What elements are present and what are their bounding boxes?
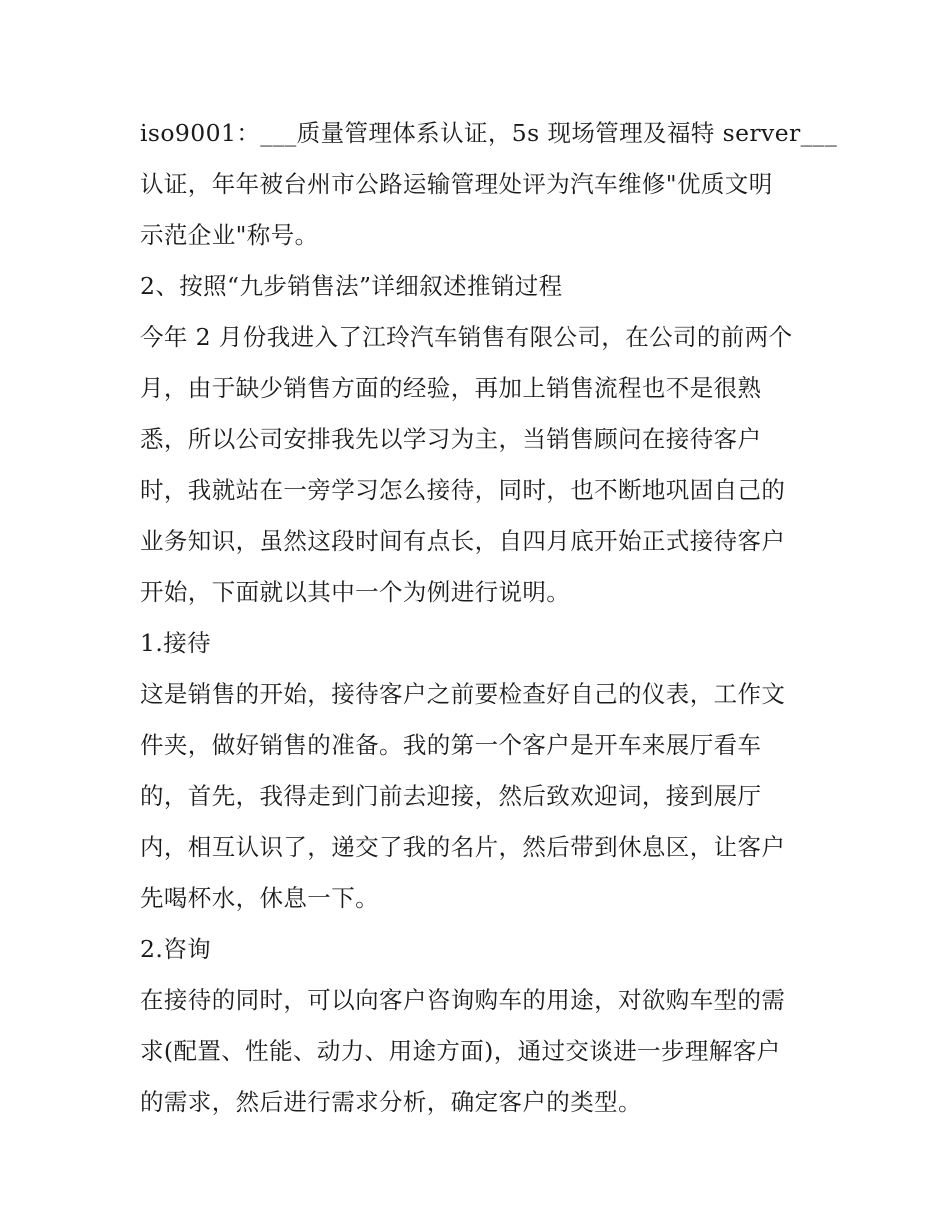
text-line: 求(配置、性能、动力、用途方面)，通过交谈进一步理解客户 xyxy=(140,1037,781,1065)
text-line: 时，我就站在一旁学习怎么接待，同时，也不断地巩固自己的 xyxy=(140,476,786,504)
text-line: iso9001：___质量管理体系认证，5s 现场管理及福特 server___ xyxy=(140,119,838,147)
text-line: 内，相互认识了，递交了我的名片，然后带到休息区，让客户 xyxy=(140,833,786,861)
text-line: 开始，下面就以其中一个为例进行说明。 xyxy=(140,578,571,606)
text-line: 业务知识，虽然这段时间有点长，自四月底开始正式接待客户 xyxy=(140,527,786,555)
text-line: 件夹，做好销售的准备。我的第一个客户是开车来展厅看车 xyxy=(140,731,762,759)
step-heading: 2.咨询 xyxy=(140,935,212,963)
text-line: 月，由于缺少销售方面的经验，再加上销售流程也不是很熟 xyxy=(140,374,762,402)
text-line: 的，首先，我得走到门前去迎接，然后致欢迎词，接到展厅 xyxy=(140,782,762,810)
text-line: 的需求，然后进行需求分析，确定客户的类型。 xyxy=(140,1088,642,1116)
text-line: 悉，所以公司安排我先以学习为主，当销售顾问在接待客户 xyxy=(140,425,762,453)
text-line: 认证，年年被台州市公路运输管理处评为汽车维修"优质文明 xyxy=(140,170,773,198)
document-body xyxy=(140,108,838,1128)
step-heading: 1.接待 xyxy=(140,629,212,657)
text-line: 这是销售的开始，接待客户之前要检查好自己的仪表，工作文 xyxy=(140,680,786,708)
text-line: 示范企业"称号。 xyxy=(140,221,319,249)
section-heading: 2、按照“九步销售法”详细叙述推销过程 xyxy=(140,272,563,300)
text-line: 在接待的同时，可以向客户咨询购车的用途，对欲购车型的需 xyxy=(140,986,786,1014)
text-line: 今年 2 月份我进入了江玲汽车销售有限公司，在公司的前两个 xyxy=(140,323,793,351)
text-line: 先喝杯水，休息一下。 xyxy=(140,884,379,912)
